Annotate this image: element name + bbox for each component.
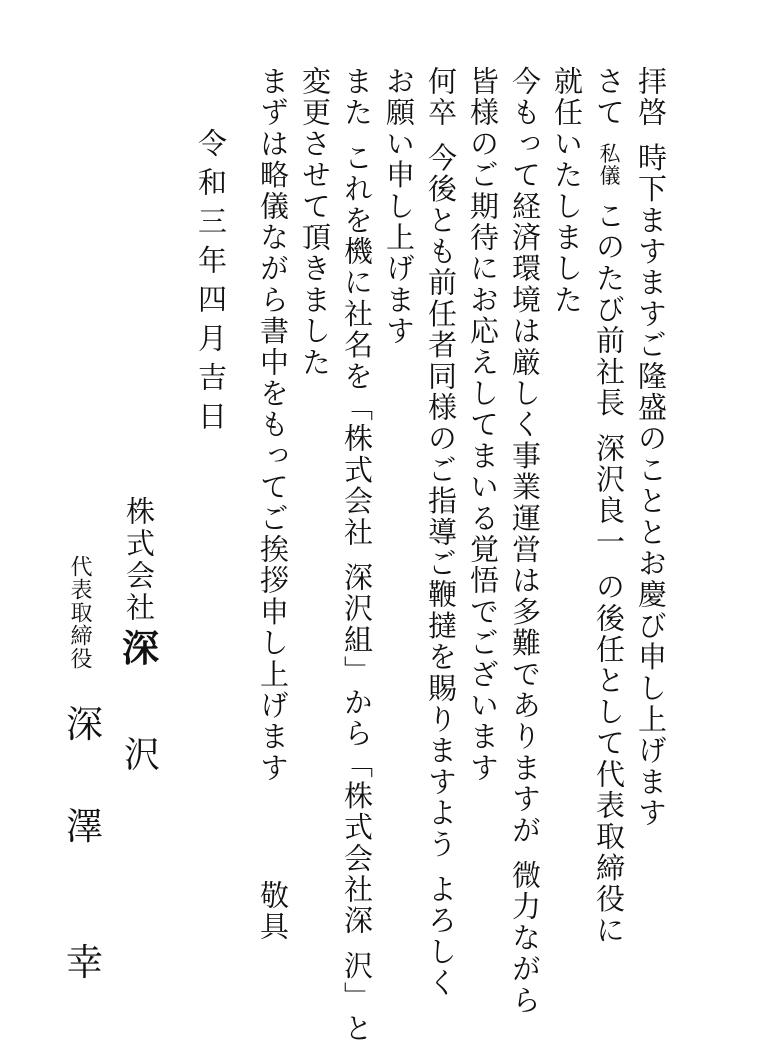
text-mata: また (340, 66, 374, 129)
text-watakushi: 私儀 (597, 142, 621, 187)
text-nanitozo: 何卒 (424, 66, 458, 129)
signature-company-name-2: 沢 (124, 735, 161, 776)
letter-column-8 (340, 66, 374, 1044)
letter-column-3 (550, 66, 584, 316)
text-old-name-part1: 「株式会社 (340, 392, 374, 549)
letter-column-5 (466, 66, 500, 784)
text-new-name-part2: 沢」と (340, 950, 374, 1044)
text-new-name-part1: 「株式会社深 (340, 749, 374, 937)
signature-person-3: 幸 (66, 941, 103, 984)
signature-person-2: 澤 (66, 805, 103, 848)
text-successor: の後任として代表取締役に (592, 571, 626, 947)
greeting-opening: 拝啓 (634, 66, 668, 129)
greeting-seasonal: 時下ますますご隆盛のこととお慶び申し上げます (634, 142, 668, 829)
closing-keigu: 敬具 (256, 880, 290, 943)
text-expectations: 皆様のご期待にお応えしてまいる覚悟でございます (466, 66, 500, 784)
signature-role: 代表取締役 (67, 555, 92, 670)
letter-column-9 (298, 66, 332, 378)
text-old-name-part2: 深沢組」から (340, 562, 374, 750)
text-request: お願い申し上げます (382, 66, 416, 347)
letter-column-4 (508, 66, 542, 1016)
letter-column-1 (634, 66, 668, 829)
text-guidance: 今後とも前任者同様のご指導ご鞭撻を賜りますよう (424, 142, 458, 861)
signature-company-name-1: 深 (122, 626, 159, 670)
text-appointed: 就任いたしました (550, 66, 584, 316)
signature-person-1: 深 (66, 703, 103, 746)
text-economy: 今もって経済環境は厳しく事業運営は多難でありますが (508, 66, 542, 846)
former-president-name: 深沢良一 (592, 432, 626, 558)
letter-column-7 (382, 66, 416, 347)
signature-company-prefix: 株式会社 (122, 496, 156, 624)
text-humbly: 微力ながら (508, 860, 542, 1016)
letter-column-10 (256, 66, 290, 784)
text-konotabi: このたび前社長 (592, 200, 626, 419)
letter-column-2 (592, 66, 626, 947)
text-changed: 変更させて頂きました (298, 66, 332, 378)
letter-column-6 (424, 66, 458, 999)
letter-date: 令和三年四月吉日 (194, 128, 228, 440)
text-sate: さて (592, 66, 626, 129)
text-closing: まずは略儀ながら書中をもってご挨拶申し上げます (256, 66, 290, 784)
text-company-name-change: これを機に社名を (340, 142, 374, 393)
text-yoroshiku: よろしく (424, 874, 458, 999)
